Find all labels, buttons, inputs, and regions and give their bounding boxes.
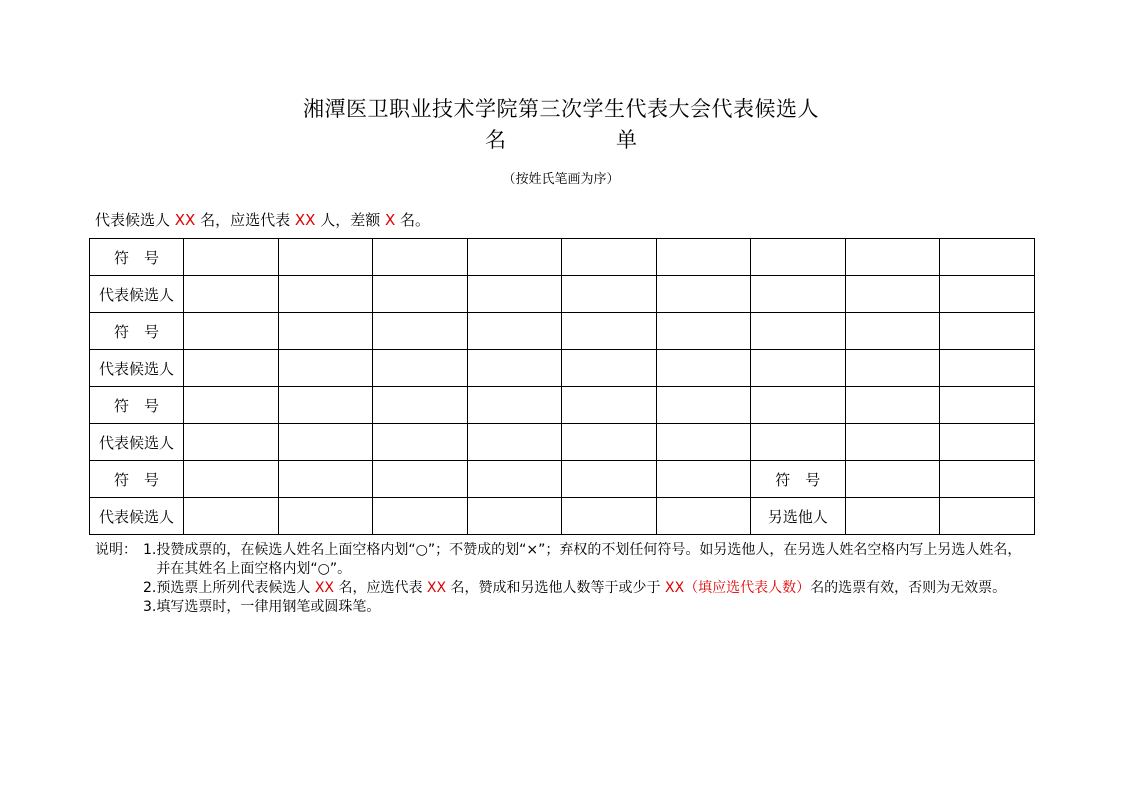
symbol-cell[interactable]	[562, 387, 657, 424]
candidate-name-cell	[467, 350, 562, 387]
symbol-cell[interactable]	[467, 387, 562, 424]
candidate-name-cell	[184, 350, 279, 387]
note-item-3	[95, 598, 1035, 617]
candidate-name-cell	[845, 276, 940, 313]
candidate-name-cell	[751, 350, 846, 387]
symbol-cell[interactable]	[656, 387, 751, 424]
candidate-name-cell	[562, 276, 657, 313]
symbol-cell[interactable]	[373, 313, 468, 350]
symbol-cell[interactable]	[656, 239, 751, 276]
candidate-name-cell	[467, 424, 562, 461]
title-line-2	[0, 124, 1122, 154]
note-candidate-count: XX	[314, 580, 334, 596]
candidate-name-cell	[845, 424, 940, 461]
symbol-label-cell: 符 号	[90, 313, 184, 350]
candidate-name-cell	[562, 424, 657, 461]
note-text	[156, 579, 1035, 598]
candidate-name-cell	[656, 350, 751, 387]
symbol-cell[interactable]	[656, 313, 751, 350]
symbol-cell[interactable]	[467, 313, 562, 350]
candidate-name-cell	[656, 276, 751, 313]
symbol-cell[interactable]	[467, 239, 562, 276]
table-row	[90, 239, 1035, 276]
candidate-name-cell	[373, 276, 468, 313]
symbol-cell[interactable]	[940, 313, 1035, 350]
note-item-1	[95, 541, 1035, 579]
candidate-name-cell	[751, 276, 846, 313]
symbol-cell[interactable]	[278, 461, 373, 498]
candidate-name-cell	[467, 498, 562, 535]
candidate-name-cell	[656, 498, 751, 535]
symbol-label-cell: 符 号	[90, 387, 184, 424]
summary-difference: X	[385, 211, 396, 229]
symbol-cell[interactable]	[562, 239, 657, 276]
symbol-label-cell: 符 号	[90, 239, 184, 276]
candidate-name-cell	[845, 350, 940, 387]
symbol-cell[interactable]	[184, 239, 279, 276]
sort-order-note: （按姓氏笔画为序）	[502, 172, 620, 187]
candidate-name-cell	[278, 498, 373, 535]
notes-prefix: 说明：	[95, 542, 137, 558]
summary-text-4: 名。	[395, 211, 431, 229]
other-symbol-cell[interactable]	[845, 461, 940, 498]
other-candidate-name-cell[interactable]	[940, 498, 1035, 535]
candidate-name-cell	[940, 350, 1035, 387]
candidate-name-cell	[656, 424, 751, 461]
symbol-cell[interactable]	[751, 313, 846, 350]
candidate-name-cell	[278, 350, 373, 387]
title-char-ming: 名	[485, 128, 506, 152]
instructions	[95, 541, 1035, 617]
note-text-part: 名，应选代表	[334, 580, 427, 596]
other-candidate-name-cell[interactable]	[845, 498, 940, 535]
symbol-cell[interactable]	[940, 387, 1035, 424]
symbol-cell[interactable]	[562, 461, 657, 498]
note-text: 投赞成票的，在候选人姓名上面空格内划“○”；不赞成的划“×”；弃权的不划任何符号。如另选他人，在另选人姓名空格内写上另选人姓名，并在其姓名上面空格内划“○”。	[156, 542, 1022, 577]
candidate-label-cell: 代表候选人	[90, 350, 184, 387]
symbol-cell[interactable]	[278, 239, 373, 276]
note-text-part: 名，赞成和另选他人数等于或少于	[446, 580, 665, 596]
symbol-cell[interactable]	[373, 387, 468, 424]
symbol-cell[interactable]	[278, 313, 373, 350]
symbol-cell[interactable]	[751, 239, 846, 276]
note-text-part: 名的选票有效，否则为无效票。	[810, 580, 1007, 596]
summary-text-1: 代表候选人	[95, 211, 175, 229]
candidate-name-cell	[940, 424, 1035, 461]
symbol-cell[interactable]	[656, 461, 751, 498]
symbol-cell[interactable]	[184, 313, 279, 350]
symbol-cell[interactable]	[184, 387, 279, 424]
table-row	[90, 461, 1035, 498]
table-row	[90, 424, 1035, 461]
table-row	[90, 313, 1035, 350]
symbol-cell[interactable]	[751, 387, 846, 424]
candidate-name-cell	[373, 498, 468, 535]
note-text-part: 预选票上所列代表候选人	[156, 580, 315, 596]
note-elected-count: XX	[426, 580, 447, 596]
symbol-cell[interactable]	[373, 239, 468, 276]
note-fill-hint: XX（填应选代表人数）	[665, 580, 811, 596]
summary-elected-count: XX	[294, 211, 316, 229]
symbol-label-cell: 符 号	[90, 461, 184, 498]
summary-candidate-count: XX	[174, 211, 196, 229]
note-indent	[95, 598, 143, 617]
candidate-name-cell	[278, 424, 373, 461]
summary-text-3: 人，差额	[315, 211, 385, 229]
candidate-name-cell	[562, 350, 657, 387]
candidate-name-cell	[373, 350, 468, 387]
candidate-label-cell: 代表候选人	[90, 276, 184, 313]
candidate-summary	[95, 209, 430, 230]
table-row	[90, 350, 1035, 387]
note-number: 2.	[143, 580, 157, 596]
other-candidate-label-cell: 另选他人	[751, 498, 846, 535]
candidate-label-cell: 代表候选人	[90, 424, 184, 461]
symbol-cell[interactable]	[467, 461, 562, 498]
table-row	[90, 387, 1035, 424]
title-char-dan: 单	[616, 128, 637, 152]
symbol-cell[interactable]	[940, 239, 1035, 276]
note-number: 1.	[143, 542, 157, 558]
symbol-cell[interactable]	[373, 461, 468, 498]
symbol-cell[interactable]	[562, 313, 657, 350]
note-item-2	[95, 579, 1035, 598]
candidate-name-cell	[278, 276, 373, 313]
candidate-name-cell	[184, 424, 279, 461]
table-row	[90, 276, 1035, 313]
candidate-name-cell	[940, 276, 1035, 313]
candidate-name-cell	[751, 424, 846, 461]
symbol-cell[interactable]	[845, 313, 940, 350]
ballot-table	[89, 238, 1035, 535]
candidate-name-cell	[467, 276, 562, 313]
symbol-cell[interactable]	[278, 387, 373, 424]
symbol-cell[interactable]	[184, 461, 279, 498]
other-symbol-label-cell: 符 号	[751, 461, 846, 498]
candidate-name-cell	[562, 498, 657, 535]
other-symbol-cell[interactable]	[940, 461, 1035, 498]
candidate-name-cell	[184, 276, 279, 313]
note-text: 填写选票时，一律用钢笔或圆珠笔。	[156, 599, 381, 615]
candidate-name-cell	[373, 424, 468, 461]
table-row	[90, 498, 1035, 535]
note-indent	[95, 579, 143, 598]
title-line-1: 湘潭医卫职业技术学院第三次学生代表大会代表候选人	[303, 97, 819, 121]
summary-text-2: 名，应选代表	[195, 211, 295, 229]
candidate-label-cell: 代表候选人	[90, 498, 184, 535]
symbol-cell[interactable]	[845, 239, 940, 276]
note-number: 3.	[143, 599, 157, 615]
candidate-name-cell	[184, 498, 279, 535]
symbol-cell[interactable]	[845, 387, 940, 424]
